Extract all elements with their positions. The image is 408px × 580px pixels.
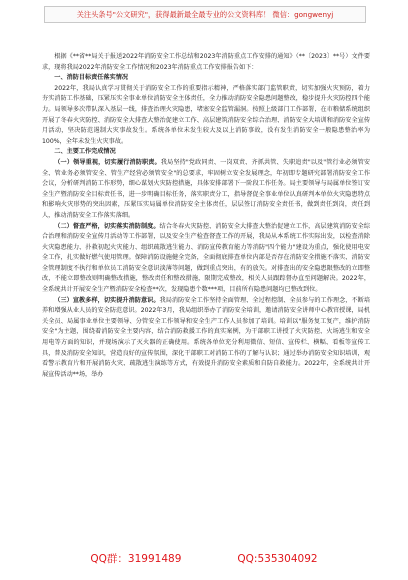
item1-body: 我局坚持"党政同责、一岗双责、齐抓共管、失职追责"以及"管行业必须管安全、管业务必须管安全、管生产经营必须管安全"的总要求，牢固树立安全发展理念，年初即专题研究部署消防安全工作会议，分析研判消防工作形势，细心谋划火灾防控措施，具体安排部署下一阶段工作任务。局主要领导与局属单位签订安全生产暨消防安全目标责任书，进一步明确目标任务，落实职责分工，指导督促全事业单位认真研判本单位火灾隐患特点和影响火灾形势的突出因素，压紧压实局属单位消防安全主体责任，层层签订消防安全责任书，做到责任到岗，责任到人，推动消防安全工作落实落细。 — [42, 158, 370, 219]
item2-lead: （二）督查严格，切实落实消防制度。 — [54, 222, 160, 230]
contact-footer — [0, 550, 408, 568]
item1-lead: （一）领导重视，切实履行消防职责。 — [54, 158, 161, 166]
section-heading-targets: 一、消防目标责任落实情况 — [54, 74, 128, 82]
qq-text: QQ:535304092 — [237, 553, 318, 565]
document-body — [42, 52, 370, 380]
section-heading-work: 二、主要工作完成情况 — [54, 148, 116, 156]
item1-paragraph — [42, 158, 370, 222]
item3-lead: （三）宣教多样，切实提升消防意识。 — [54, 296, 160, 304]
qq-group-text: QQ群：31991489 — [90, 553, 182, 565]
item3-paragraph — [42, 296, 370, 381]
intro-paragraph: 根据《**省**局关于报送2022年消防安全工作总结和2023年消防重点工作安排的通知》（**〔2023〕**号）文件要求，现将我局2022年消防安全工作情况和2023年消防重点工作安排报告如下： — [42, 53, 370, 71]
item2-body: 结合冬春火灾防控、消防安全大排查大整治促建立工作，高层建筑消防安全综合治理和消防安全宣传月活动等工作部署，以及安全生产检查督查工作的开展，我局从本系统工作实际出发，以检查消除火灾隐患能力、扑救初起火灾能力、组织疏散逃生能力、消防宣传教育能力等消防"四个能力"建设为重点，强化使用电安全工作，扎实做好燃气使用管理。保障消防设施健全完备，全面彻底排查单位内部是否存在消防安全措施不落实、消防安全管理制度不执行和单位员工消防安全意识淡薄等问题，做到重点突出，有的放矢。对排查出的安全隐患限整改的立即整改，不能立即整改则明确整改措施，整改责任和整改措施，限期完成整改，相关人员跟踪督办直至问题解决。2022年，全系统共计开展安全生产暨消防安全检查**次，发现隐患个数***项，目前所有隐患问题均已整改到位。 — [42, 222, 370, 294]
promo-banner: 关注头条号"公文研究"，获得最新最全最专业的公文资料库！ 微信：gongwenyj — [44, 6, 366, 23]
item3-body: 我局消防安全工作坚持全面管理、全过程控制、全员参与的工作理念，不断培养和增强从业人员的安全防范意识。2022年3月，我局组织举办了消防安全培训，邀请消防安全讲师中心教官授课，局机关全员、局属事业单位主要领导、分管安全工作领导和安全生产工作人员参加了培训。培训以"服务复工复产，维护消防安全"为主题，围绕着消防安全主要内容，结合消防救援工作的真实案例，为干部职工讲授了火灾防控、火场逃生和安全用电等方面的知识，并现场演示了灭火器的正确使用。系统各单位充分利用微信、短信、宣传栏、横幅、看板等宣传工具，普及消防安全知识，营造良好的宣传氛围，深化干部职工对消防工作的了解与认识；通过举办消防安全知识培训，观看警示教育片和开展消防火灾、疏散逃生演练等方式，有效提升消防安全素质和自防自救能力。2022年，全系统共计开展宣传活动**场，举办 — [42, 296, 370, 378]
item2-paragraph — [42, 222, 370, 296]
section1-paragraph: 2022年，我局认真学习贯彻关于消防安全工作的重要指示精神，严格落实部门监管职责，切实加强火灾预防，着力夯实消防工作基础，压紧压实全事业单位消防安全主体责任，全力推动消防安全隐患问题整改，稳步提升火灾防控四个能力。局领导多次带队深入基层一线，排查治理火灾隐患，堵塞安全监管漏洞。按照上级部门工作部署，在市粮储系统组织开展了冬春火灾防控、消防安全大排查大整治促建立工作、高层建筑消防安全综合治理、消防安全大培训和消防安全宣传月活动，坚决防范遏制大灾事故发生。系统各单位未发生较大及以上消防事故，没有发生消防安全一般隐患整治率为100%，全年未发生火灾事故。 — [42, 84, 370, 145]
